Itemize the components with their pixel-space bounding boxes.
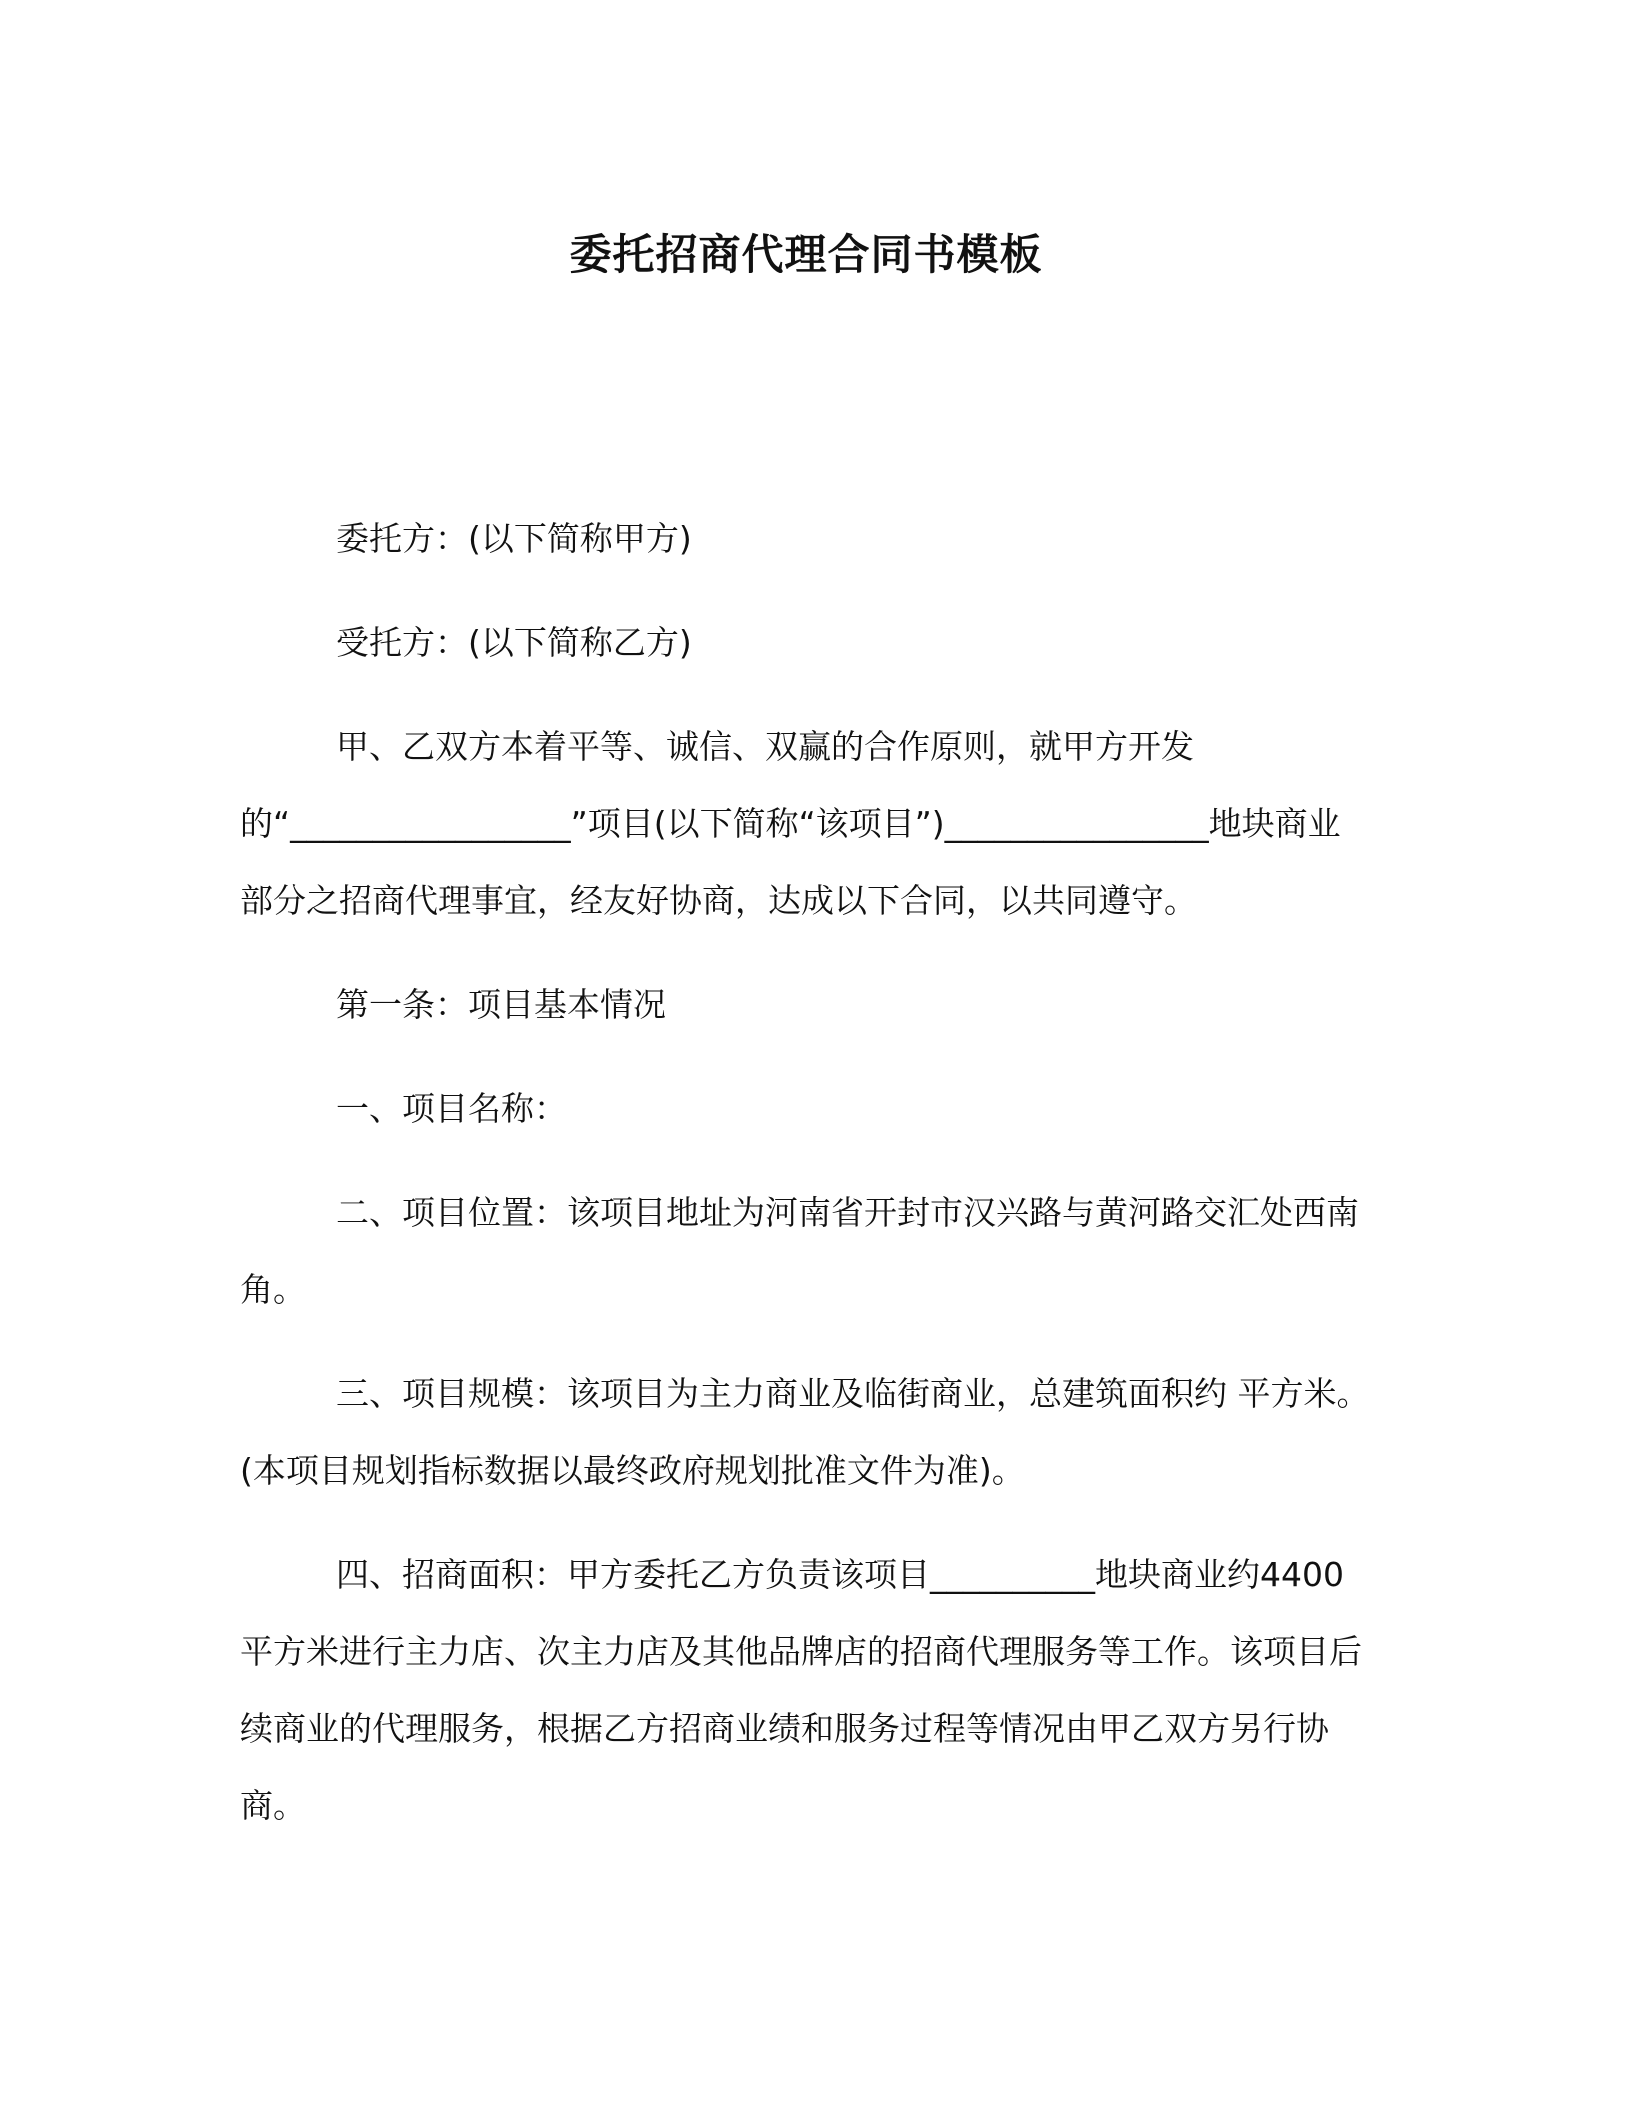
- project-location-clause: 二、项目位置：该项目地址为河南省开封市汉兴路与黄河路交汇处西南角。: [240, 1193, 1359, 1309]
- leasing-area-clause: 四、招商面积：甲方委托乙方负责该项目__________地块商业约4400 平方米进行主力店、次主力店及其他品牌店的招商代理服务等工作。该项目后续商业的代理服务，根据乙方招商业绩和服务过程等情况由甲乙双方另行协商。: [240, 1555, 1362, 1825]
- project-scale-clause: 三、项目规模：该项目为主力商业及临街商业，总建筑面积约 平方米。(本项目规划指标数据以最终政府规划批准文件为准)。: [240, 1374, 1370, 1490]
- project-name-clause: 一、项目名称：: [336, 1089, 567, 1128]
- party-b-line: 受托方：(以下简称乙方): [336, 623, 692, 662]
- document-title: 委托招商代理合同书模板: [569, 230, 1043, 279]
- article-1-heading: 第一条：项目基本情况: [336, 985, 666, 1024]
- preamble-paragraph: 甲、乙双方本着平等、诚信、双赢的合作原则，就甲方开发的“_________________”项目(以下简称“该项目”)________________地块商业部分之招商代理事宜，经友好协商，达成以下合同，以共同遵守。: [240, 727, 1341, 920]
- party-a-line: 委托方：(以下简称甲方): [336, 519, 692, 558]
- document-body: [240, 500, 1372, 1844]
